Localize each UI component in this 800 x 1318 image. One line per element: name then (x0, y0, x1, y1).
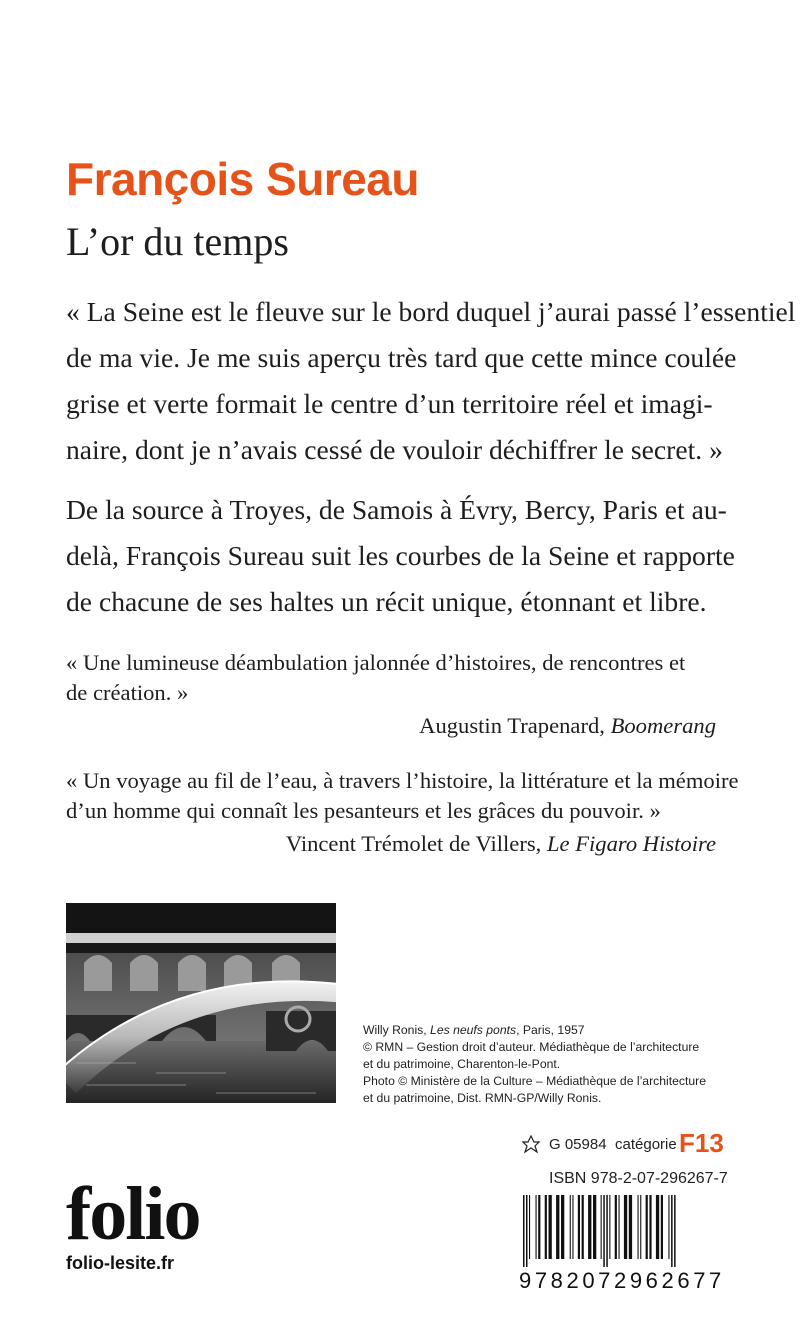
barcode-bar (536, 1195, 537, 1259)
summary-line: delà, François Sureau suit les courbes de la Seine et rapporte (66, 540, 735, 571)
barcode-bar (646, 1195, 648, 1259)
barcode-bar (556, 1195, 559, 1259)
photo-title: Les neufs ponts (430, 1023, 517, 1037)
catalog-line (521, 1128, 724, 1160)
summary-line: De la source à Troyes, de Samois à Évry, Bercy, Paris et au- (66, 494, 727, 525)
barcode-bar (671, 1195, 673, 1267)
photo-credit-line: et du patrimoine, Dist. RMN-GP/Willy Ronis. (363, 1091, 602, 1105)
barcode-bar (593, 1195, 596, 1259)
photo-credit-line: et du patrimoine, Charenton-le-Pont. (363, 1057, 561, 1071)
barcode-bar (601, 1195, 602, 1259)
barcode-bar (606, 1195, 608, 1267)
summary-line: de chacune de ses haltes un récit unique, étonnant et libre. (66, 586, 707, 617)
opening-quote-line: naire, dont je n’avais cessé de vouloir déchiffrer le secret. » (66, 434, 723, 465)
photo-place-year: , Paris, 1957 (516, 1023, 585, 1037)
critic-name: Augustin Trapenard, (419, 713, 611, 738)
photo-caption (363, 1023, 585, 1037)
photographer: Willy Ronis, (363, 1023, 431, 1037)
barcode-bar (668, 1195, 669, 1259)
barcode-digits: 9782072962677 (519, 1268, 725, 1293)
barcode-bar (545, 1195, 547, 1259)
barcode-bar (523, 1195, 525, 1267)
review-attribution (286, 831, 716, 857)
review-attribution (419, 713, 716, 739)
barcode-bar (609, 1195, 610, 1259)
review-line: « Un voyage au fil de l’eau, à travers l’histoire, la littérature et la mémoire (66, 768, 739, 793)
publication-name: Le Figaro Histoire (546, 831, 716, 856)
barcode-bar (661, 1195, 663, 1259)
barcode-bar (561, 1195, 564, 1259)
barcode-bar (538, 1195, 540, 1259)
bridges-photo-drawing (66, 903, 336, 1103)
barcode-bar (582, 1195, 584, 1259)
barcode-bar (572, 1195, 573, 1259)
barcode-bars (519, 1195, 719, 1267)
isbn: ISBN 978-2-07-296267-7 (549, 1170, 728, 1187)
opening-quote-line: « La Seine est le fleuve sur le bord duquel j’aurai passé l’essentiel (66, 296, 796, 327)
critic-name: Vincent Trémolet de Villers, (285, 831, 547, 856)
barcode-bar (529, 1195, 530, 1259)
barcode-bar (578, 1195, 580, 1259)
barcode-bar (526, 1195, 528, 1267)
barcode-bar (549, 1195, 552, 1259)
bridges-photograph (66, 903, 336, 1103)
review-line: d’un homme qui connaît les pesanteurs et les grâces du pouvoir. » (66, 798, 661, 823)
publication-name: Boomerang (610, 713, 716, 738)
barcode-bar (570, 1195, 571, 1259)
book-title: L’or du temps (66, 219, 289, 264)
catalog-code: G 05984 (549, 1136, 607, 1153)
category-label: catégorie (615, 1136, 677, 1153)
opening-quote-line: de ma vie. Je me suis aperçu très tard que cette mince coulée (66, 342, 737, 373)
publisher-website: folio-lesite.fr (66, 1253, 175, 1273)
barcode-bar (649, 1195, 651, 1259)
barcode-bar (619, 1195, 620, 1259)
price-category: F13 (679, 1128, 724, 1158)
barcode-bar (624, 1195, 627, 1259)
review-line: « Une lumineuse déambulation jalonnée d’histoires, de rencontres et (66, 650, 686, 675)
folio-logo: folio (66, 1172, 200, 1256)
barcode-bar (615, 1195, 617, 1259)
folio-emblem-icon (521, 1134, 541, 1154)
review-line: de création. » (66, 680, 189, 705)
barcode-bar (638, 1195, 639, 1259)
photo-credit-line: © RMN – Gestion droit d’auteur. Médiathèque de l’architecture (363, 1040, 700, 1054)
barcode-bar (674, 1195, 676, 1267)
barcode-bar (588, 1195, 591, 1259)
barcode-bar (656, 1195, 659, 1259)
barcode-bar (640, 1195, 641, 1259)
photo-credit-line: Photo © Ministère de la Culture – Médiathèque de l’architecture (363, 1074, 706, 1088)
author-name: François Sureau (66, 153, 419, 205)
opening-quote-line: grise et verte formait le centre d’un territoire réel et imagi- (66, 388, 713, 419)
barcode-bar (629, 1195, 632, 1259)
barcode-bar (603, 1195, 605, 1267)
